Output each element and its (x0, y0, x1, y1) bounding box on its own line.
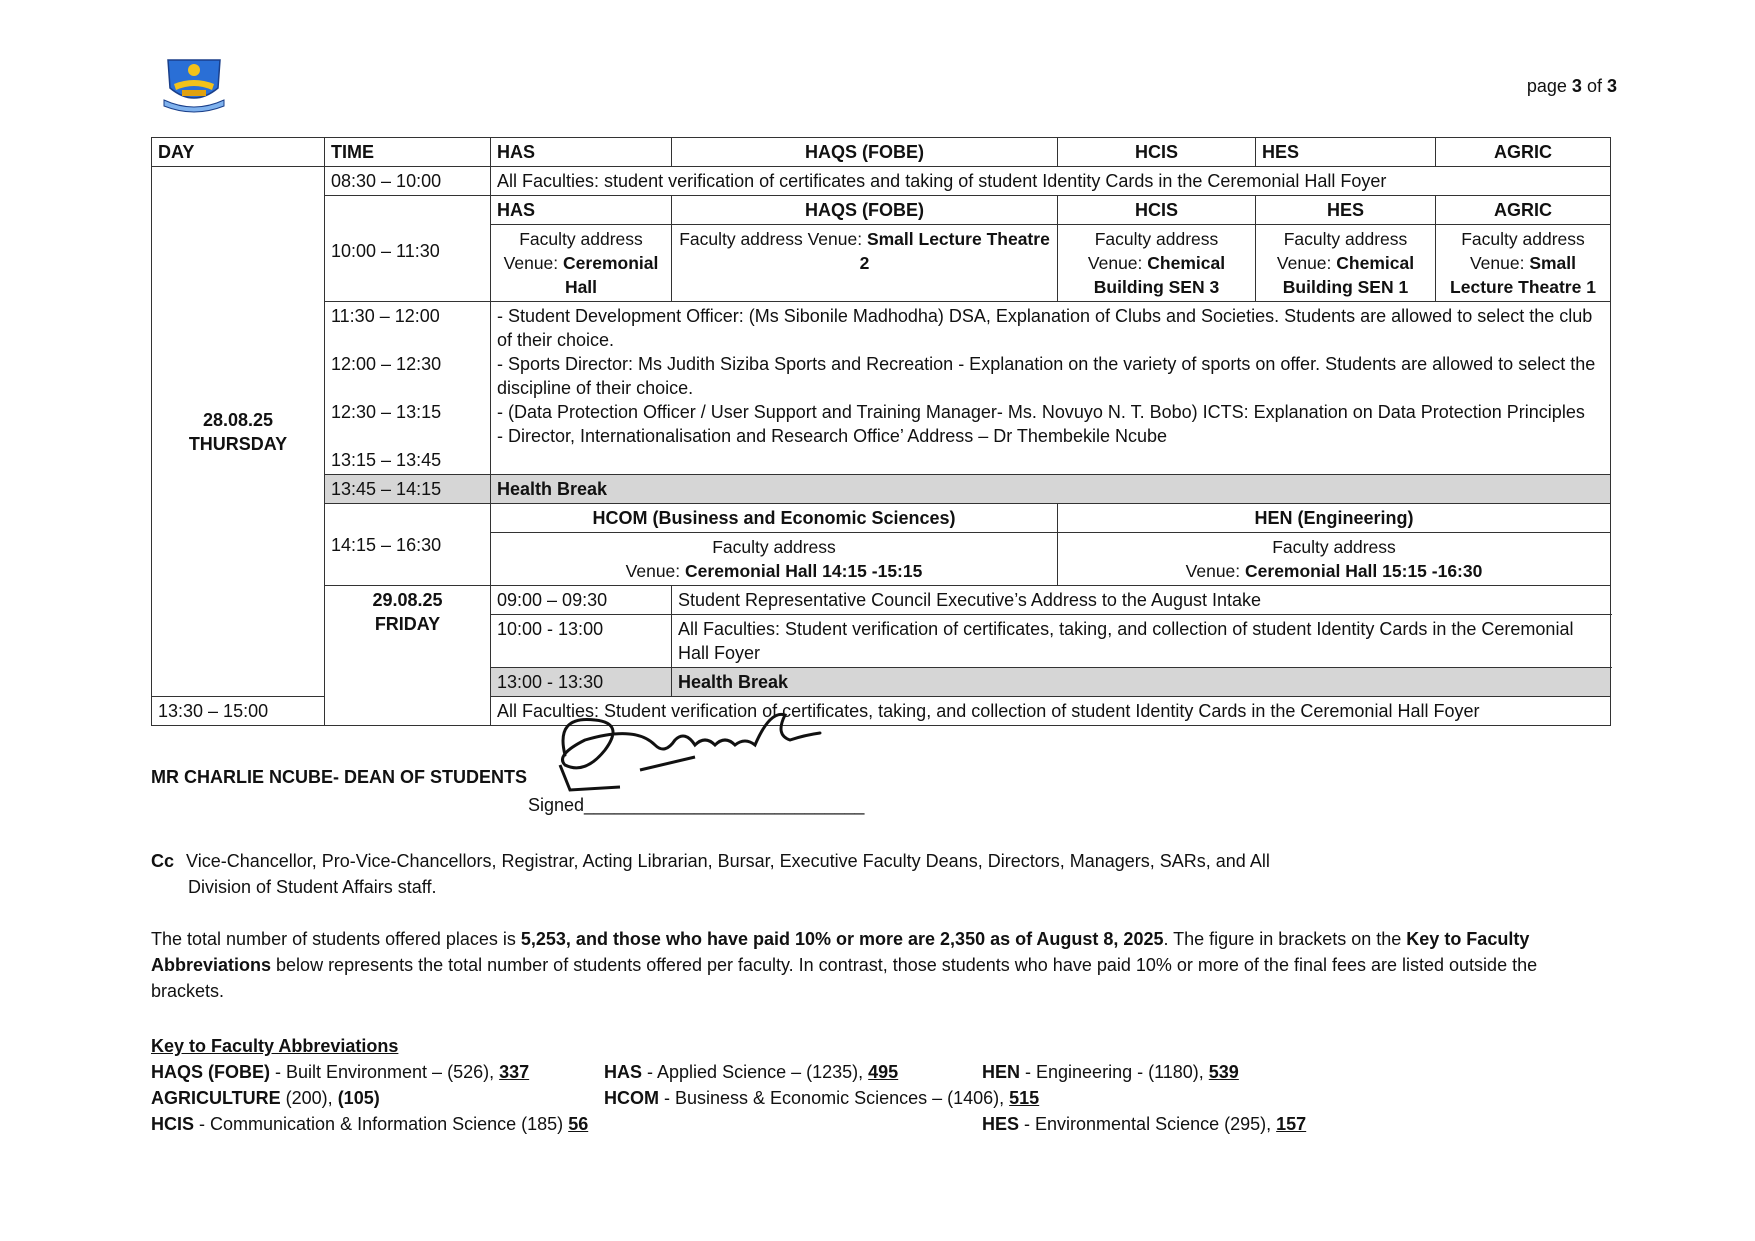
venue-cell-hen: Faculty address Venue: Ceremonial Hall 15:15 -16:30 (1058, 533, 1611, 586)
table-header-row (152, 138, 1611, 167)
faculty-subheader: HES (1256, 196, 1436, 225)
day-cell-friday (325, 586, 491, 726)
day-cell-thursday (152, 167, 325, 697)
key-title: Key to Faculty Abbreviations (151, 1036, 399, 1056)
column-header: HES (1256, 138, 1436, 167)
cc-block (151, 848, 1401, 900)
time-cell: 14:15 – 16:30 (325, 504, 491, 586)
talks-cell (491, 302, 1611, 475)
cc-label: Cc (151, 851, 175, 871)
column-header: HAQS (FOBE) (672, 138, 1058, 167)
time-cell: 13:30 – 15:00 (152, 697, 325, 726)
signed-line: Signed____________________________ (528, 795, 865, 815)
time-cell: 10:00 - 13:00 (491, 615, 672, 668)
day-weekday: THURSDAY (188, 433, 288, 454)
time-cell: 09:00 – 09:30 (491, 586, 672, 615)
orientation-schedule-table (151, 137, 1611, 726)
venue-cell-has: Faculty address Venue: Ceremonial Hall (491, 225, 672, 302)
column-header: DAY (152, 138, 325, 167)
faculty-subheader: HAS (491, 196, 672, 225)
time-cell: 13:00 - 13:30 (491, 668, 672, 697)
cc-line: Vice-Chancellor, Pro-Vice-Chancellors, Registrar, Acting Librarian, Bursar, Executive Faculty Deans, Directors, Managers, SARs, and All (186, 851, 1270, 871)
table-row (152, 167, 1611, 196)
table-row-break (152, 475, 1611, 504)
key-entry: HCOM - Business & Economic Sciences – (1406), 515 (604, 1088, 1040, 1108)
day-date: 29.08.25 (372, 590, 443, 610)
key-row (151, 1085, 1613, 1111)
key-entry: HEN - Engineering - (1180), 539 (982, 1062, 1239, 1082)
faculty-subheader: AGRIC (1436, 196, 1611, 225)
activity-cell: All Faculties: Student verification of certificates, taking, and collection of student Identity Cards in the Ceremonial Hall Foyer (491, 697, 1611, 726)
talk-item: - Sports Director: Ms Judith Siziba Sports and Recreation - Explanation on the variety of sports on offer. Students are allowed to select the discipline of their choice. (497, 354, 1596, 398)
table-row (152, 586, 1611, 615)
talk-item: - Student Development Officer: (Ms Sibonile Madhodha) DSA, Explanation of Clubs and Societies. Students are allowed to select the club of their choice. (497, 306, 1593, 350)
page-number: page 3 of 3 (1526, 76, 1617, 96)
key-entry: HCIS - Communication & Information Science (185) 56 (151, 1114, 589, 1134)
venue-cell-hcom: Faculty address Venue: Ceremonial Hall 14:15 -15:15 (491, 533, 1058, 586)
venue-cell-hes: Faculty address Venue: Chemical Building SEN 1 (1256, 225, 1436, 302)
faculty-subheader: HCIS (1058, 196, 1256, 225)
table-subheader-row (152, 196, 1611, 225)
activity-cell: Student Representative Council Executive’s Address to the August Intake (672, 586, 1611, 615)
table-row-talks (152, 302, 1611, 475)
key-entry: HAS - Applied Science – (1235), 495 (604, 1062, 899, 1082)
column-header: AGRIC (1436, 138, 1611, 167)
enrolment-note: The total number of students offered places is 5,253, and those who have paid 10% or more are 2,350 as of August 8, 2025. The figure in brackets on the Key to Faculty Abbreviations below represents the total number of students offered per faculty. In contrast, those students who have paid 10% or more of the final fees are listed outside the brackets. (151, 929, 1538, 1001)
venue-cell-agric: Faculty address Venue: Small Lecture Theatre 1 (1436, 225, 1611, 302)
key-entry: AGRICULTURE (200), (105) (151, 1088, 380, 1108)
activity-cell: All Faculties: student verification of certificates and taking of student Identity Cards in the Ceremonial Hall Foyer (491, 167, 1611, 196)
table-subheader-row (152, 504, 1611, 533)
cc-line: Division of Student Affairs staff. (188, 877, 437, 897)
venue-cell-hcis: Faculty address Venue: Chemical Building SEN 3 (1058, 225, 1256, 302)
column-header: TIME (325, 138, 491, 167)
hen-header: HEN (Engineering) (1058, 504, 1611, 533)
column-header: HCIS (1058, 138, 1256, 167)
faculty-subheader: HAQS (FOBE) (672, 196, 1058, 225)
time-cell: 10:00 – 11:30 (325, 196, 491, 302)
health-break-cell: Health Break (672, 668, 1611, 697)
hcom-header: HCOM (Business and Economic Sciences) (491, 504, 1058, 533)
handwritten-signature (545, 695, 845, 795)
activity-cell: All Faculties: Student verification of certificates, taking, and collection of student Identity Cards in the Ceremonial Hall Foyer (672, 615, 1611, 668)
key-entry: HAQS (FOBE) - Built Environment – (526), 337 (151, 1062, 530, 1082)
key-row (151, 1111, 1613, 1137)
key-entry: HES - Environmental Science (295), 157 (982, 1114, 1307, 1134)
health-break-cell: Health Break (491, 475, 1611, 504)
day-date: 28.08.25 (202, 409, 274, 430)
column-header: HAS (491, 138, 672, 167)
signatory-name: MR CHARLIE NCUBE- DEAN OF STUDENTS (151, 767, 527, 787)
talk-item: - Director, Internationalisation and Research Office’ Address – Dr Thembekile Ncube (497, 426, 1167, 446)
university-crest-logo (160, 54, 228, 114)
talk-item: - (Data Protection Officer / User Support and Training Manager- Ms. Novuyo N. T. Bobo) ICTS: Explanation on Data Protection Principles (497, 402, 1585, 422)
key-row (151, 1059, 1613, 1085)
day-weekday: FRIDAY (374, 614, 441, 634)
time-cell: 13:45 – 14:15 (325, 475, 491, 504)
time-cell-stack: 11:30 – 12:00 12:00 – 12:30 12:30 – 13:15 13:15 – 13:45 (325, 302, 491, 475)
faculty-key (151, 1033, 1613, 1137)
venue-cell-haqs: Faculty address Venue: Small Lecture Theatre 2 (672, 225, 1058, 302)
time-cell: 08:30 – 10:00 (325, 167, 491, 196)
